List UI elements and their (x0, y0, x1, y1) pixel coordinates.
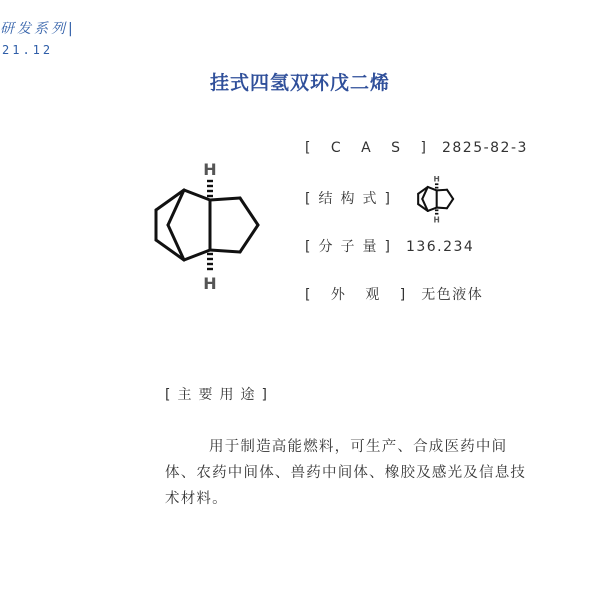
property-value: 136.234 (405, 239, 475, 255)
property-label: [ C A S ] (305, 140, 434, 156)
property-label: [ 外 观 ] (305, 287, 414, 303)
property-value: 2825-82-3 (441, 140, 528, 156)
property-label: [结构式] (305, 191, 398, 207)
uses-description: 用于制造高能燃料，可生产、合成医药中间体、农药中间体、兽药中间体、橡胶及感光及信息技术材料。 (165, 439, 527, 507)
property-label: [分子量] (305, 239, 398, 255)
issue-date: 21.12 (2, 43, 54, 57)
property-molecular-weight (305, 236, 474, 256)
structure-atom-top: H (433, 176, 440, 184)
structure-diagram (148, 158, 268, 298)
structure-atom-top: H (203, 160, 217, 179)
structure-formula-icon (410, 176, 462, 224)
property-cas (305, 140, 528, 156)
structure-atom-bottom: H (203, 274, 217, 293)
property-value: 无色液体 (421, 287, 484, 303)
structure-atom-bottom: H (433, 215, 440, 224)
property-structure (305, 188, 398, 208)
page-title: 挂式四氢双环戊二烯 (209, 72, 390, 94)
series-header: 研发系列| (0, 21, 76, 37)
uses-heading: [主要用途] (165, 387, 274, 403)
property-appearance (305, 284, 483, 304)
